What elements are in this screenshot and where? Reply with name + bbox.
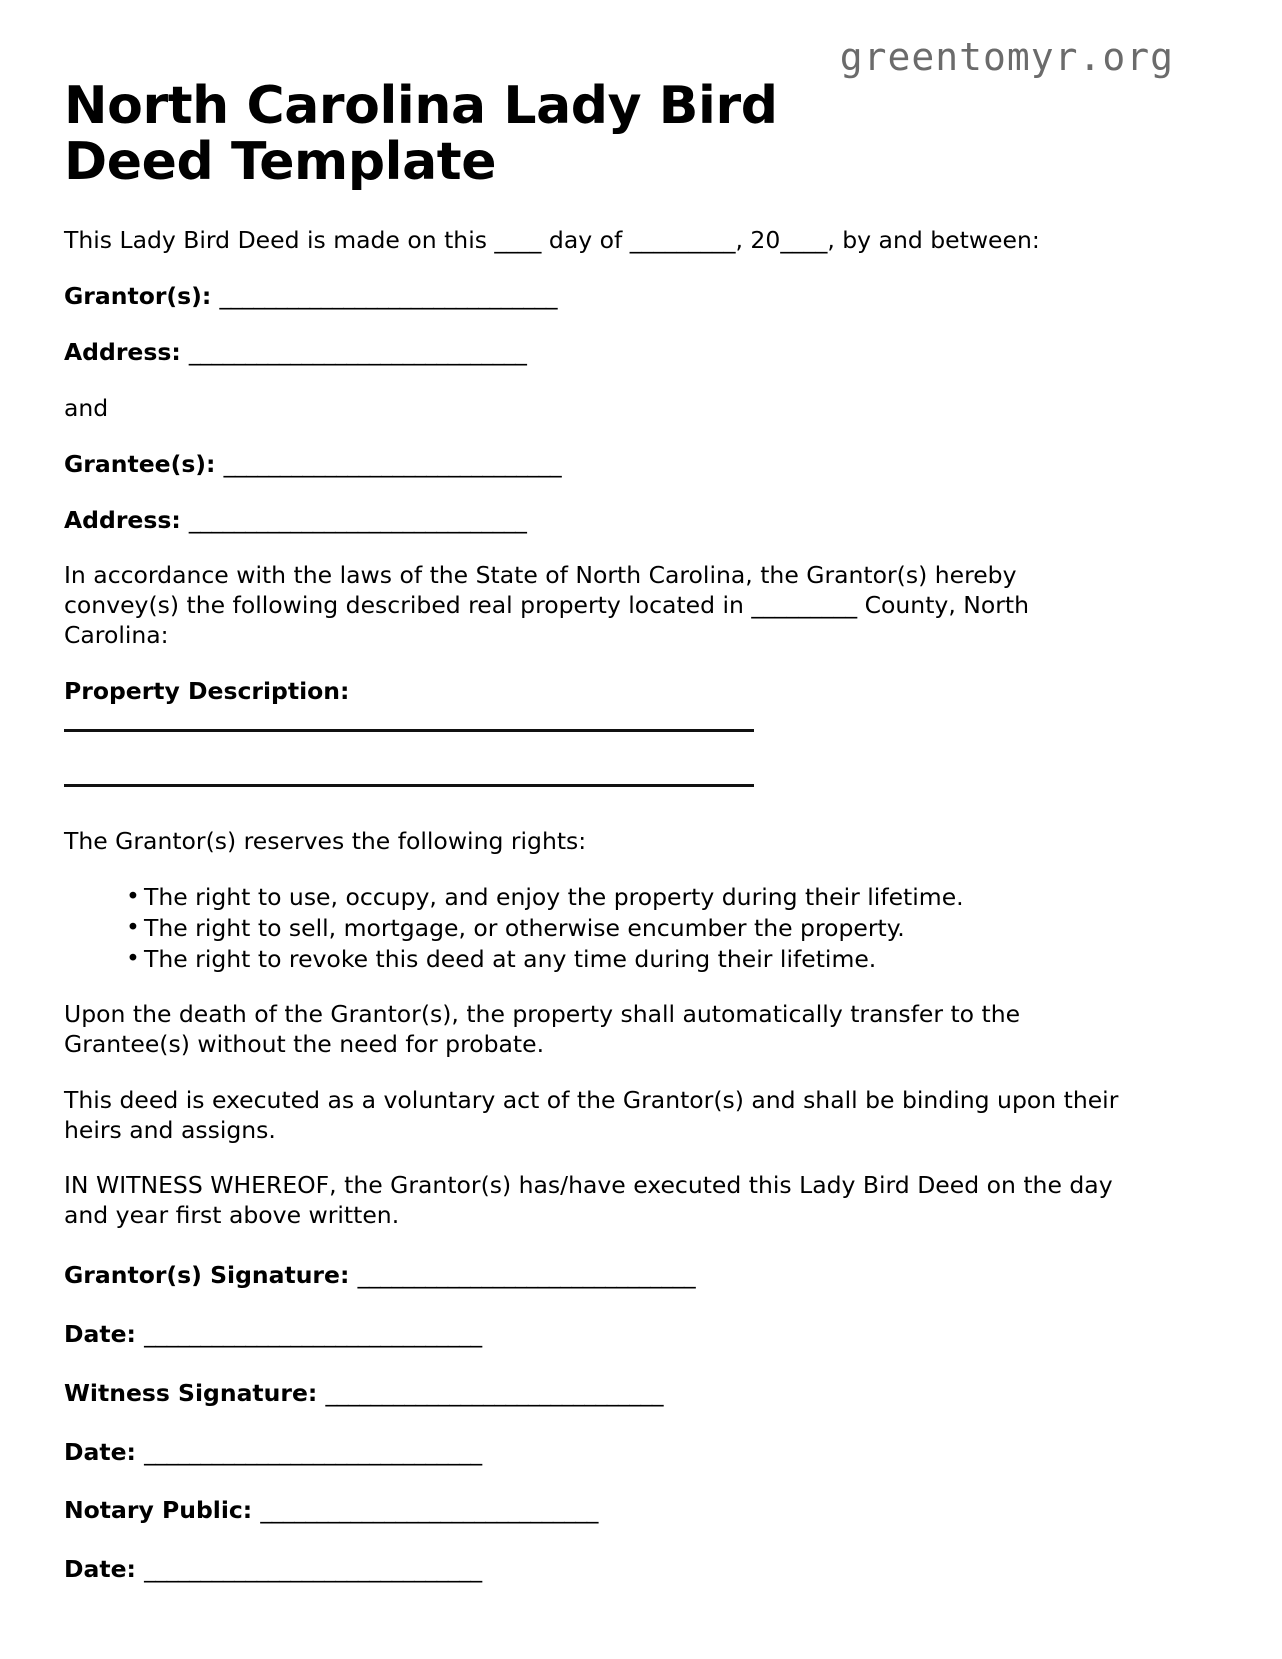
grantor-address-label: Address: [64, 338, 181, 366]
witness-date-row [64, 1438, 1139, 1468]
grantee-address-input-blank[interactable]: ______________________________ [188, 505, 527, 534]
site-watermark: greentomyr.org [839, 35, 1174, 79]
notary-date-row [64, 1555, 1139, 1585]
grantee-input-blank[interactable]: ______________________________ [223, 449, 562, 478]
witness-date-blank[interactable]: ______________________________ [144, 1437, 482, 1466]
property-description-heading: Property Description: [64, 676, 350, 705]
witness-date-label: Date: [64, 1437, 136, 1466]
notary-public-row [64, 1496, 1139, 1526]
grantor-date-row [64, 1320, 1139, 1350]
grantor-label: Grantor(s): [64, 282, 212, 311]
grantor-input-blank[interactable]: ______________________________ [219, 282, 557, 311]
conjunction-and: and [64, 393, 109, 422]
grantee-field-row [64, 450, 1139, 480]
grantor-address-field-row [64, 338, 1139, 368]
grantor-signature-blank[interactable]: ______________________________ [357, 1261, 696, 1290]
grantor-date-blank[interactable]: ______________________________ [144, 1319, 482, 1348]
grantor-address-input-blank[interactable]: ______________________________ [188, 338, 527, 366]
grantor-signature-label: Grantor(s) Signature: [64, 1261, 350, 1290]
document-content [64, 78, 1139, 1614]
grantee-label: Grantee(s): [64, 449, 216, 478]
notary-date-blank[interactable]: ______________________________ [144, 1555, 482, 1584]
witness-whereof-paragraph: IN WITNESS WHEREOF, the Grantor(s) has/have executed this Lady Bird Deed on the day and year first above written. [64, 1171, 1113, 1230]
property-description-blank-lines [64, 729, 1139, 787]
property-description-line-2[interactable] [64, 784, 754, 787]
conveyance-paragraph: In accordance with the laws of the State of North Carolina, the Grantor(s) hereby convey(s) the following described real property located in _________ County, North Carolina: [64, 561, 1029, 650]
grantor-field-row [64, 282, 1139, 312]
grantee-address-field-row [64, 506, 1139, 536]
list-item: • The right to revoke this deed at any time during their lifetime. [126, 945, 1139, 974]
grantor-signature-row [64, 1261, 1139, 1291]
grantor-date-label: Date: [64, 1319, 136, 1348]
page-title: North Carolina Lady Bird Deed Template [64, 76, 778, 193]
witness-signature-row [64, 1379, 1139, 1409]
witness-signature-label: Witness Signature: [64, 1378, 318, 1407]
notary-date-label: Date: [64, 1555, 136, 1584]
list-item: • The right to sell, mortgage, or otherwise encumber the property. [126, 914, 1139, 943]
witness-signature-blank[interactable]: ______________________________ [325, 1378, 664, 1407]
intro-paragraph: This Lady Bird Deed is made on this ____ day of _________, 20____, by and between: [64, 226, 1040, 255]
property-description-line-1[interactable] [64, 729, 754, 732]
signature-block [64, 1261, 1139, 1585]
notary-public-blank[interactable]: ______________________________ [260, 1496, 598, 1525]
grantee-address-label: Address: [64, 505, 181, 534]
notary-public-label: Notary Public: [64, 1496, 253, 1525]
rights-intro-paragraph: The Grantor(s) reserves the following rights: [64, 826, 587, 855]
transfer-paragraph: Upon the death of the Grantor(s), the property shall automatically transfer to the Grantee(s) without the need for probate. [64, 999, 1021, 1058]
voluntary-act-paragraph: This deed is executed as a voluntary act of the Grantor(s) and shall be binding upon their heirs and assigns. [64, 1085, 1119, 1144]
reserved-rights-list [64, 883, 1139, 974]
list-item: • The right to use, occupy, and enjoy the property during their lifetime. [126, 883, 1139, 912]
